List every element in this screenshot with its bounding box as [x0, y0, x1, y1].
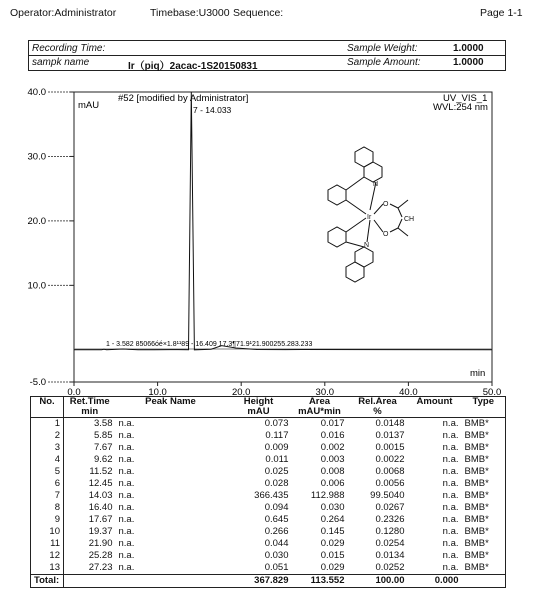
table-cell: n.a.: [442, 514, 459, 525]
column-header: [64, 397, 116, 418]
table-cell: 13: [31, 562, 64, 575]
table-cell: BMB*: [464, 442, 489, 453]
table-cell: n.a.: [442, 502, 459, 513]
table-cell: 0.094: [264, 502, 289, 513]
y-tick-label: 30.0: [27, 151, 46, 163]
table-cell: 8: [31, 502, 64, 514]
total-row: [31, 575, 506, 588]
x-tick-label: 50.0: [482, 387, 502, 398]
table-cell: n.a.: [118, 502, 135, 513]
column-header-line1: Area: [308, 396, 331, 407]
column-header: [408, 397, 462, 418]
table-cell: 9: [31, 514, 64, 526]
column-header-line1: Peak Name: [145, 396, 196, 407]
total-rel-area: 100.00: [375, 575, 405, 586]
total-amount: 0.000: [434, 575, 459, 586]
nitrogen-bottom-label: N: [364, 242, 370, 249]
column-header: [462, 397, 506, 418]
table-cell: 3.58: [94, 418, 113, 429]
table-cell: 3: [31, 442, 64, 454]
column-header-line1: Amount: [416, 396, 453, 407]
table-cell: BMB*: [464, 502, 489, 513]
table-cell: n.a.: [442, 550, 459, 561]
table-cell: 0.003: [320, 454, 345, 465]
table-cell: BMB*: [464, 478, 489, 489]
nitrogen-top-label: N: [373, 181, 379, 188]
column-header: [31, 397, 64, 418]
x-tick-label: 0.0: [67, 387, 81, 398]
x-tick-label: 10.0: [148, 387, 167, 398]
table-cell: 0.645: [264, 514, 289, 525]
table-cell: 0.030: [264, 550, 289, 561]
channel-label: UV_VIS_1: [443, 93, 488, 104]
sample-weight-label: Sample Weight:: [347, 43, 418, 54]
table-row: [31, 550, 506, 562]
table-cell: 16.40: [88, 502, 113, 513]
table-cell: 0.006: [320, 478, 345, 489]
table-cell: 5.85: [94, 430, 113, 441]
table-cell: n.a.: [442, 430, 459, 441]
wavelength-label: WVL:254 nm: [433, 102, 488, 113]
table-cell: n.a.: [442, 490, 459, 501]
table-cell: 11.52: [89, 466, 113, 477]
table-cell: n.a.: [118, 526, 135, 537]
table-cell: 6: [31, 478, 64, 490]
table-row: [31, 466, 506, 478]
table-row: [31, 562, 506, 575]
table-cell: n.a.: [118, 430, 135, 441]
table-cell: 0.0254: [375, 538, 405, 549]
table-cell: 0.017: [320, 418, 345, 429]
table-cell: 0.264: [320, 514, 345, 525]
table-header-row: [31, 397, 506, 418]
table-cell: 0.266: [264, 526, 289, 537]
column-header-line1: Ret.Time: [69, 396, 110, 407]
table-cell: 1: [31, 418, 64, 431]
table-cell: 366.435: [254, 490, 289, 501]
total-area: 113.552: [310, 575, 345, 586]
table-cell: n.a.: [118, 466, 135, 477]
table-body: [31, 418, 506, 575]
table-cell: 0.1280: [375, 526, 405, 537]
column-header-line1: Height: [243, 396, 274, 407]
column-header-line1: Type: [472, 396, 494, 407]
y-tick-label: -5.0: [29, 377, 46, 388]
table-cell: 0.0068: [375, 466, 405, 477]
table-row: [31, 490, 506, 502]
table-cell: 10: [31, 526, 64, 538]
table-cell: BMB*: [464, 430, 489, 441]
table-cell: n.a.: [442, 562, 459, 573]
table-cell: 0.0252: [375, 562, 405, 573]
table-cell: 0.016: [320, 430, 345, 441]
column-header: [226, 397, 292, 418]
table-cell: BMB*: [464, 550, 489, 561]
x-tick-label: 40.0: [399, 387, 418, 398]
table-cell: 0.2326: [375, 514, 405, 525]
table-cell: n.a.: [442, 526, 459, 537]
table-cell: 7: [31, 490, 64, 502]
oxygen-top-label: O: [383, 201, 389, 208]
plot-frame: [74, 92, 492, 382]
total-height: 367.829: [254, 575, 289, 586]
table-cell: 9.62: [94, 454, 113, 465]
table-cell: BMB*: [464, 514, 489, 525]
table-cell: BMB*: [464, 538, 489, 549]
main-peak-label: 7 - 14.033: [193, 105, 232, 115]
table-row: [31, 454, 506, 466]
table-cell: 5: [31, 466, 64, 478]
table-cell: 0.0137: [375, 430, 405, 441]
table-row: [31, 538, 506, 550]
sample-name-label: sampk name: [32, 57, 90, 68]
table-row: [31, 478, 506, 490]
table-cell: 0.051: [264, 562, 289, 573]
results-table: [30, 396, 506, 588]
table-cell: 0.025: [264, 466, 289, 477]
sample-amount-label: Sample Amount:: [347, 57, 421, 68]
column-header-line2: min: [81, 406, 99, 417]
table-cell: 0.009: [264, 442, 289, 453]
table-cell: 0.0267: [375, 502, 405, 513]
table-cell: 0.0134: [375, 550, 405, 561]
table-cell: n.a.: [442, 442, 459, 453]
table-row: [31, 514, 506, 526]
table-row: [31, 430, 506, 442]
x-tick-label: 20.0: [231, 387, 251, 398]
oxygen-bottom-label: O: [383, 231, 389, 238]
sample-info-box: [28, 40, 506, 71]
table-cell: n.a.: [118, 562, 135, 573]
table-cell: 0.117: [265, 430, 289, 441]
table-row: [31, 502, 506, 514]
table-cell: BMB*: [464, 466, 489, 477]
table-cell: n.a.: [442, 538, 459, 549]
table-row: [31, 526, 506, 538]
table-cell: 99.5040: [370, 490, 405, 501]
table-cell: 0.015: [320, 550, 345, 561]
recording-time-label: Recording Time:: [32, 43, 106, 54]
table-cell: 112.988: [310, 490, 345, 501]
table-cell: 21.90: [88, 538, 113, 549]
y-tick-label: 10.0: [27, 280, 46, 292]
timebase-label: Timebase:U3000: [150, 7, 230, 19]
minor-peak-labels: 1 - 3.582 85066óé×1.8¹¹89 - 16.409 17.3¶71.9¹21.900255.283.233: [106, 341, 313, 348]
table-row: [31, 442, 506, 454]
y-axis-ticks: [28, 87, 75, 388]
table-cell: 0.011: [265, 454, 289, 465]
table-cell: n.a.: [118, 454, 135, 465]
table-cell: BMB*: [464, 526, 489, 537]
table-cell: n.a.: [442, 454, 459, 465]
y-tick-label: 40.0: [27, 87, 46, 98]
column-header-line1: No.: [39, 396, 55, 407]
iridium-label: Ir: [367, 214, 372, 221]
sequence-label: Sequence:: [233, 7, 284, 19]
y-tick-label: 20.0: [27, 215, 46, 227]
table-cell: n.a.: [118, 550, 135, 561]
table-cell: 0.029: [320, 562, 345, 573]
table-cell: 17.67: [88, 514, 113, 525]
column-header-line2: mAU: [247, 406, 270, 417]
chromatogram-chart: [0, 80, 535, 400]
table-cell: n.a.: [118, 490, 135, 501]
ch-label: CH: [404, 216, 415, 223]
table-cell: BMB*: [464, 418, 489, 429]
table-cell: n.a.: [118, 538, 135, 549]
table-cell: 0.0148: [375, 418, 405, 429]
table-cell: n.a.: [442, 478, 459, 489]
table-cell: 0.008: [320, 466, 345, 477]
sample-weight-value: 1.0000: [453, 43, 484, 54]
chart-title: #52 [modified by Administrator]: [118, 93, 249, 104]
table-row: [31, 418, 506, 431]
page-number: Page 1-1: [480, 7, 523, 19]
table-cell: 0.0015: [375, 442, 405, 453]
sample-amount-value: 1.0000: [453, 57, 484, 68]
y-axis-label: mAU: [78, 100, 100, 111]
column-header-line2: %: [373, 406, 382, 417]
table-cell: 0.030: [320, 502, 345, 513]
table-cell: n.a.: [118, 514, 135, 525]
table-cell: 27.23: [88, 562, 113, 573]
results-table-wrapper: [30, 396, 506, 588]
structure-atom-labels: [364, 181, 414, 249]
sample-name-value: Ir（piq）2acac-1S20150831: [128, 61, 258, 72]
table-cell: 0.0022: [375, 454, 405, 465]
x-tick-label: 30.0: [315, 387, 335, 398]
table-cell: 2: [31, 430, 64, 442]
table-cell: n.a.: [118, 478, 135, 489]
table-cell: 11: [31, 538, 64, 550]
operator-label: Operator:Administrator: [10, 7, 117, 19]
table-cell: BMB*: [464, 562, 489, 573]
table-cell: n.a.: [442, 466, 459, 477]
table-cell: 4: [31, 454, 64, 466]
table-cell: 0.0056: [375, 478, 405, 489]
chromatogram-trace: [74, 92, 492, 350]
table-cell: 0.028: [264, 478, 289, 489]
column-header: [116, 397, 226, 418]
table-cell: 0.029: [320, 538, 345, 549]
table-cell: 0.044: [264, 538, 289, 549]
table-cell: 12.45: [88, 478, 113, 489]
table-cell: 7.67: [94, 442, 113, 453]
table-cell: 12: [31, 550, 64, 562]
table-cell: n.a.: [118, 418, 135, 429]
total-label: Total:: [31, 575, 64, 588]
table-cell: 19.37: [88, 526, 113, 537]
table-cell: n.a.: [118, 442, 135, 453]
table-cell: 0.145: [320, 526, 345, 537]
column-header: [348, 397, 408, 418]
table-cell: 14.03: [88, 490, 113, 501]
x-axis-label: min: [470, 368, 486, 379]
table-cell: 25.28: [88, 550, 113, 561]
table-cell: BMB*: [464, 490, 489, 501]
column-header-line1: Rel.Area: [358, 396, 397, 407]
table-cell: n.a.: [442, 418, 459, 429]
table-cell: 0.073: [264, 418, 289, 429]
column-header: [292, 397, 348, 418]
table-cell: BMB*: [464, 454, 489, 465]
table-cell: 0.002: [320, 442, 345, 453]
column-header-line2: mAU*min: [298, 406, 341, 417]
